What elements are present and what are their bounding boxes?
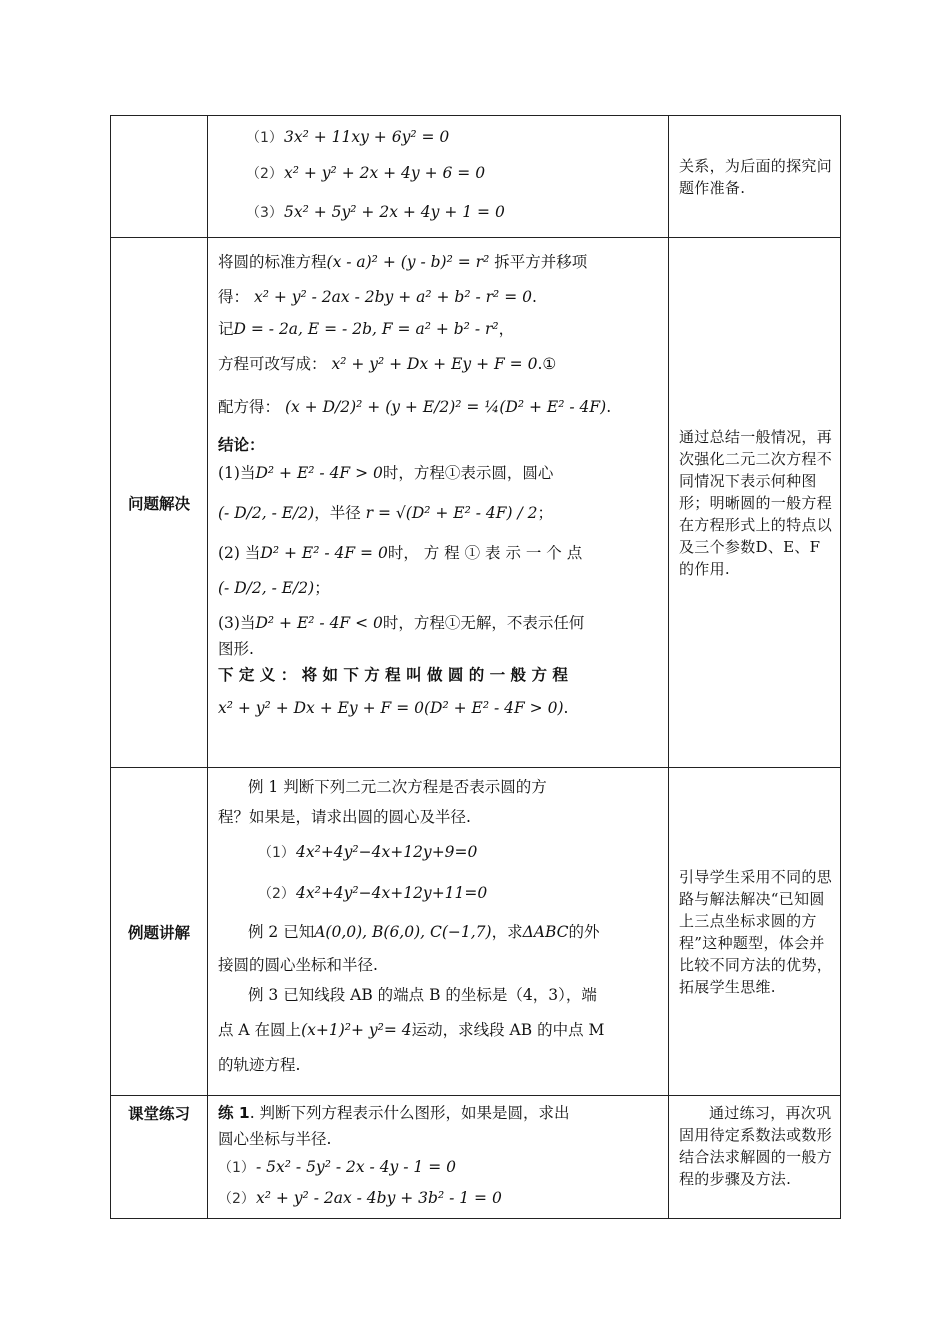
row-label: 问题解决 xyxy=(111,238,208,768)
note-cell: 通过练习，再次巩固用待定系数法或数形结合法求解圆的一般方程的步骤及方法. xyxy=(669,1096,841,1219)
table-row xyxy=(111,768,841,1096)
table-row xyxy=(111,1096,841,1219)
text-line: 点 A 在圆上(x+1)²+ y²= 4运动，求线段 AB 的中点 M xyxy=(218,1021,605,1039)
row-label xyxy=(111,116,208,238)
text-line: 练 1. 判断下列方程表示什么图形，如果是圆，求出 xyxy=(218,1104,570,1122)
text-line: 记D = - 2a, E = - 2b, F = a² + b² - r²， xyxy=(218,320,515,338)
text-line: 程？如果是，请求出圆的圆心及半径. xyxy=(218,808,471,826)
equation-line: （2）4x²+4y²−4x+12y+11=0 xyxy=(258,884,488,902)
note-cell: 引导学生采用不同的思路与解法解决“已知圆上三点坐标求圆的方程”这种题型，体会并比较不同方法的优势，拓展学生思维. xyxy=(669,768,841,1096)
text-line: 的轨迹方程. xyxy=(218,1056,301,1074)
text-line: (2) 当D² + E² - 4F = 0时， 方 程 ① 表 示 一 个 点 xyxy=(218,544,583,562)
text-line: 将圆的标准方程(x - a)² + (y - b)² = r² 拆平方并移项 xyxy=(218,253,588,271)
text-line: (1)当D² + E² - 4F > 0时，方程①表示圆，圆心 xyxy=(218,464,554,482)
note-cell: 关系，为后面的探究问题作准备. xyxy=(669,116,841,238)
equation-line: （2）x² + y² + 2x + 4y + 6 = 0 xyxy=(246,164,486,182)
content-cell xyxy=(208,238,669,768)
equation-line: （2）x² + y² - 2ax - 4by + 3b² - 1 = 0 xyxy=(218,1189,502,1207)
text-line: (3)当D² + E² - 4F < 0时，方程①无解，不表示任何 xyxy=(218,614,585,632)
equation-line: （1）3x² + 11xy + 6y² = 0 xyxy=(246,128,450,146)
text-line: 例 3 已知线段 AB 的端点 B 的坐标是（4，3），端 xyxy=(248,986,597,1004)
content-cell xyxy=(208,116,669,238)
text-line: 配方得： (x + D/2)² + (y + E/2)² = ¼(D² + E² - 4F). xyxy=(218,398,612,416)
conclusion-heading: 结论： xyxy=(218,436,265,454)
text-line: (- D/2, - E/2)； xyxy=(218,579,330,597)
text-line: 图形. xyxy=(218,640,254,658)
table-row xyxy=(111,116,841,238)
text-line: 方程可改写成： x² + y² + Dx + Ey + F = 0.① xyxy=(218,355,557,373)
row-label: 课堂练习 xyxy=(111,1096,208,1219)
text-line: (- D/2, - E/2)，半径 r = √(D² + E² - 4F) / 2； xyxy=(218,504,554,522)
text-line: 例 2 已知A(0,0), B(6,0), C(−1,7)，求ΔABC的外 xyxy=(248,923,600,941)
text-line: 接圆的圆心坐标和半径. xyxy=(218,956,378,974)
lesson-table xyxy=(110,115,841,1219)
equation-line: （1）4x²+4y²−4x+12y+9=0 xyxy=(258,843,478,861)
row-label: 例题讲解 xyxy=(111,768,208,1096)
text-line: 圆心坐标与半径. xyxy=(218,1130,332,1148)
content-cell xyxy=(208,768,669,1096)
equation-line: （1）- 5x² - 5y² - 2x - 4y - 1 = 0 xyxy=(218,1158,456,1176)
content-cell xyxy=(208,1096,669,1219)
equation-line: （3）5x² + 5y² + 2x + 4y + 1 = 0 xyxy=(246,203,505,221)
text-line: 例 1 判断下列二元二次方程是否表示圆的方 xyxy=(248,778,547,796)
definition-equation: x² + y² + Dx + Ey + F = 0(D² + E² - 4F > 0). xyxy=(218,699,569,717)
text-line: 得： x² + y² - 2ax - 2by + a² + b² - r² = 0. xyxy=(218,288,537,306)
definition-line: 下 定 义 ： 将 如 下 方 程 叫 做 圆 的 一 般 方 程 xyxy=(218,666,568,684)
table-row xyxy=(111,238,841,768)
note-cell: 通过总结一般情况，再次强化二元二次方程不同情况下表示何种图形；明晰圆的一般方程在方程形式上的特点以及三个参数D、E、F的作用. xyxy=(669,238,841,768)
